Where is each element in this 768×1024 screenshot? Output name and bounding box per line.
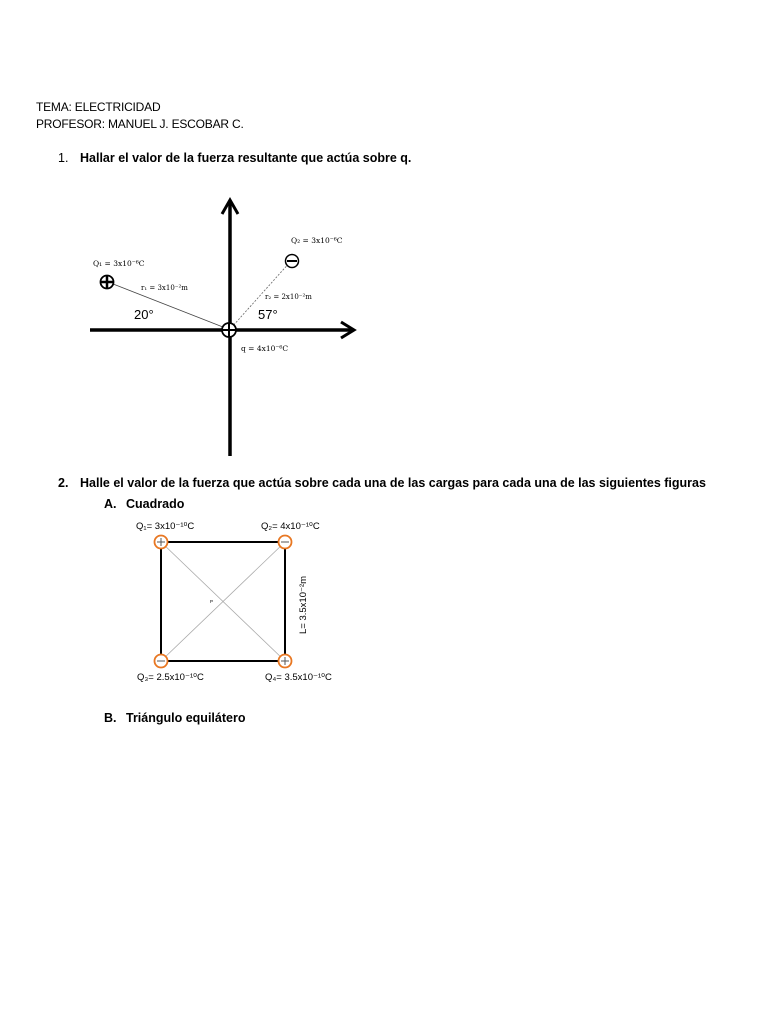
label-angle-left: 20°: [134, 307, 154, 322]
label-square-q2: Q₂= 4x10⁻¹⁰C: [261, 521, 320, 532]
question-1-text: Hallar el valor de la fuerza resultante que actúa sobre q.: [80, 151, 412, 165]
charge-q2-negative: [286, 255, 299, 268]
label-square-q1: Q₁= 3x10⁻¹⁰C: [136, 521, 195, 532]
topic-line: TEMA: ELECTRICIDAD: [36, 100, 161, 114]
label-r2: r₂ = 2x10⁻²m: [265, 293, 312, 301]
label-q1: Q₁ = 3x10⁻⁶C: [93, 259, 145, 268]
label-square-q3: Q₃= 2.5x10⁻¹⁰C: [137, 672, 204, 683]
figure-2-square: [130, 514, 330, 689]
part-b-heading: [104, 711, 245, 725]
label-q: q = 4x10⁻⁶C: [241, 344, 289, 353]
question-1-number: 1.: [58, 151, 69, 165]
label-angle-right: 57°: [258, 307, 278, 322]
question-2-text: Halle el valor de la fuerza que actúa sobre cada una de las cargas para cada una de las siguientes figuras: [80, 476, 706, 490]
charge-q1-positive: [100, 275, 114, 289]
part-b-title: Triángulo equilátero: [126, 711, 246, 725]
question-2-number: 2.: [58, 476, 69, 490]
center-point-label: P: [210, 599, 214, 604]
label-square-q4: Q₄= 3.5x10⁻¹⁰C: [265, 672, 332, 683]
figure-1-force-diagram: [85, 192, 385, 462]
label-q2: Q₂ = 3x10⁻⁶C: [291, 236, 343, 245]
charge-q2-negative-corner: [279, 536, 292, 549]
part-b-label: B.: [104, 711, 117, 725]
charge-q1-positive-corner: [155, 536, 168, 549]
teacher-line: PROFESOR: MANUEL J. ESCOBAR C.: [36, 117, 244, 131]
label-side-length: L= 3.5x10⁻²m: [298, 575, 309, 634]
part-a-title: Cuadrado: [126, 497, 185, 511]
charge-q-positive: [222, 323, 236, 337]
part-a-heading: [104, 497, 184, 511]
charge-q4-positive-corner: [279, 655, 292, 668]
part-a-label: A.: [104, 497, 117, 511]
label-r1: r₁ = 3x10⁻²m: [141, 284, 188, 292]
charge-q3-negative-corner: [155, 655, 168, 668]
